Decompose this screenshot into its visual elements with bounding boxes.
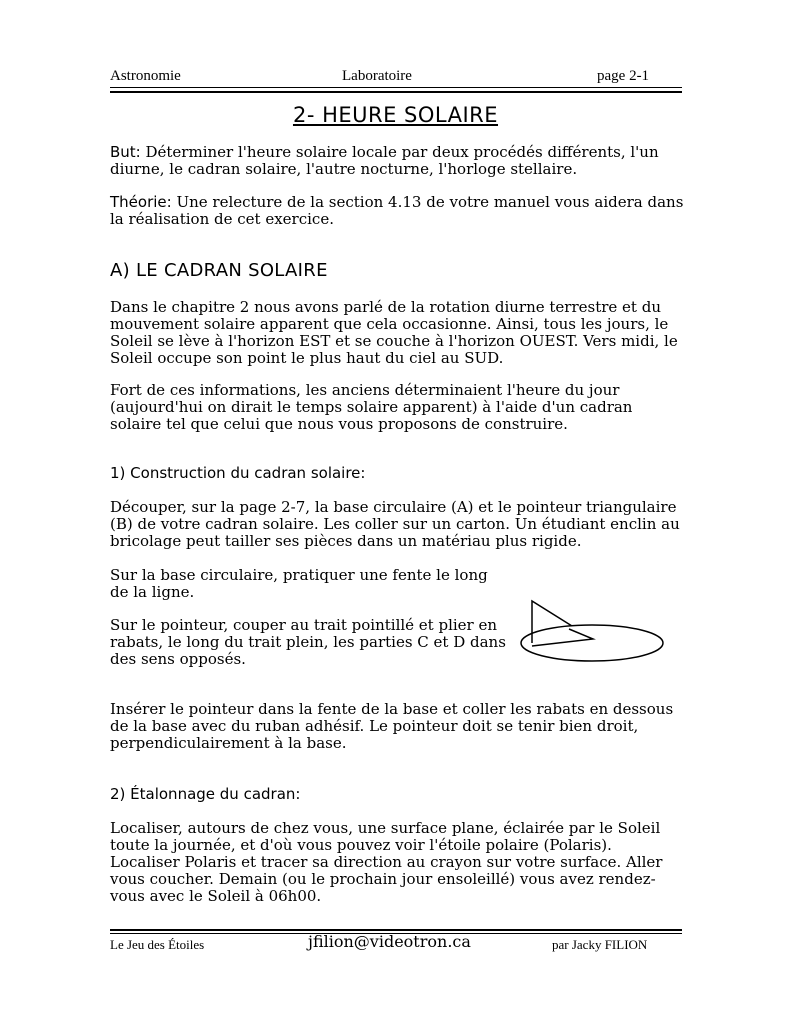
calibration-heading: 2) Étalonnage du cadran: [110, 785, 301, 803]
header-rule-top [110, 87, 682, 88]
construction-paragraph-3: Sur le pointeur, couper au trait pointillé et plier en rabats, le long du trait plein, les parties C et D dans des sens opposés. [110, 616, 506, 668]
goal-text: Déterminer l'heure solaire locale par deux procédés différents, l'un diurne, le cadran solaire, l'autre nocturne, l'horloge stellaire. [110, 143, 659, 178]
header-subject: Astronomie [110, 68, 181, 84]
goal-label: But: [110, 143, 141, 161]
sundial-base-ellipse [521, 625, 663, 661]
construction-paragraph-2: Sur la base circulaire, pratiquer une fente le long de la ligne. [110, 566, 488, 601]
header-type: Laboratoire [342, 68, 412, 84]
sundial-pointer-lower [532, 629, 593, 646]
footer-author: par Jacky FILION [552, 937, 648, 952]
section-a-heading: A) LE CADRAN SOLAIRE [110, 260, 328, 281]
theory-paragraph [110, 194, 685, 228]
theory-text: Une relecture de la section 4.13 de votre manuel vous aidera dans la réalisation de cet exercice. [110, 193, 684, 228]
calibration-paragraph-1: Localiser, autours de chez vous, une surface plane, éclairée par le Soleil toute la journée, et d'où vous pouvez voir l'étoile polaire (Polaris). Localiser Polaris et tracer sa direction au crayon sur votre surface. Aller vous coucher. Demain (ou le prochain jour ensoleillé) vous avez rendez-vous avec le Soleil à 06h00. [110, 819, 663, 905]
sundial-diagram [520, 596, 665, 666]
header-page: page 2-1 [597, 68, 650, 84]
construction-paragraph-4: Insérer le pointeur dans la fente de la base et coller les rabats en dessous de la base avec du ruban adhésif. Le pointeur doit se tenir bien droit, perpendiculairement à la base. [110, 700, 674, 752]
section-a-paragraph-1: Dans le chapitre 2 nous avons parlé de la rotation diurne terrestre et du mouvement solaire apparent que cela occasionne. Ainsi, tous les jours, le Soleil se lève à l'horizon EST et se couche à l'horizon OUEST. Vers midi, le Soleil occupe son point le plus haut du ciel au SUD. [110, 298, 678, 367]
construction-heading: 1) Construction du cadran solaire: [110, 464, 366, 482]
header-rule-bottom [110, 91, 682, 93]
footer-rule-top [110, 929, 682, 931]
sundial-pointer-upper [532, 601, 572, 643]
goal-paragraph [110, 144, 685, 178]
section-a-paragraph-2: Fort de ces informations, les anciens déterminaient l'heure du jour (aujourd'hui on dirait le temps solaire apparent) à l'aide d'un cadran solaire tel que celui que nous vous proposons de construire. [110, 381, 633, 433]
footer-left: Le Jeu des Étoiles [110, 937, 205, 952]
page-title: 2- HEURE SOLAIRE [292, 103, 499, 127]
footer-email: jfilion@videotron.ca [308, 932, 471, 951]
theory-label: Théorie: [110, 193, 172, 211]
construction-paragraph-1: Découper, sur la page 2-7, la base circulaire (A) et le pointeur triangulaire (B) de votre cadran solaire. Les coller sur un carton. Un étudiant enclin au bricolage peut tailler ses pièces dans un matériau plus rigide. [110, 498, 680, 550]
